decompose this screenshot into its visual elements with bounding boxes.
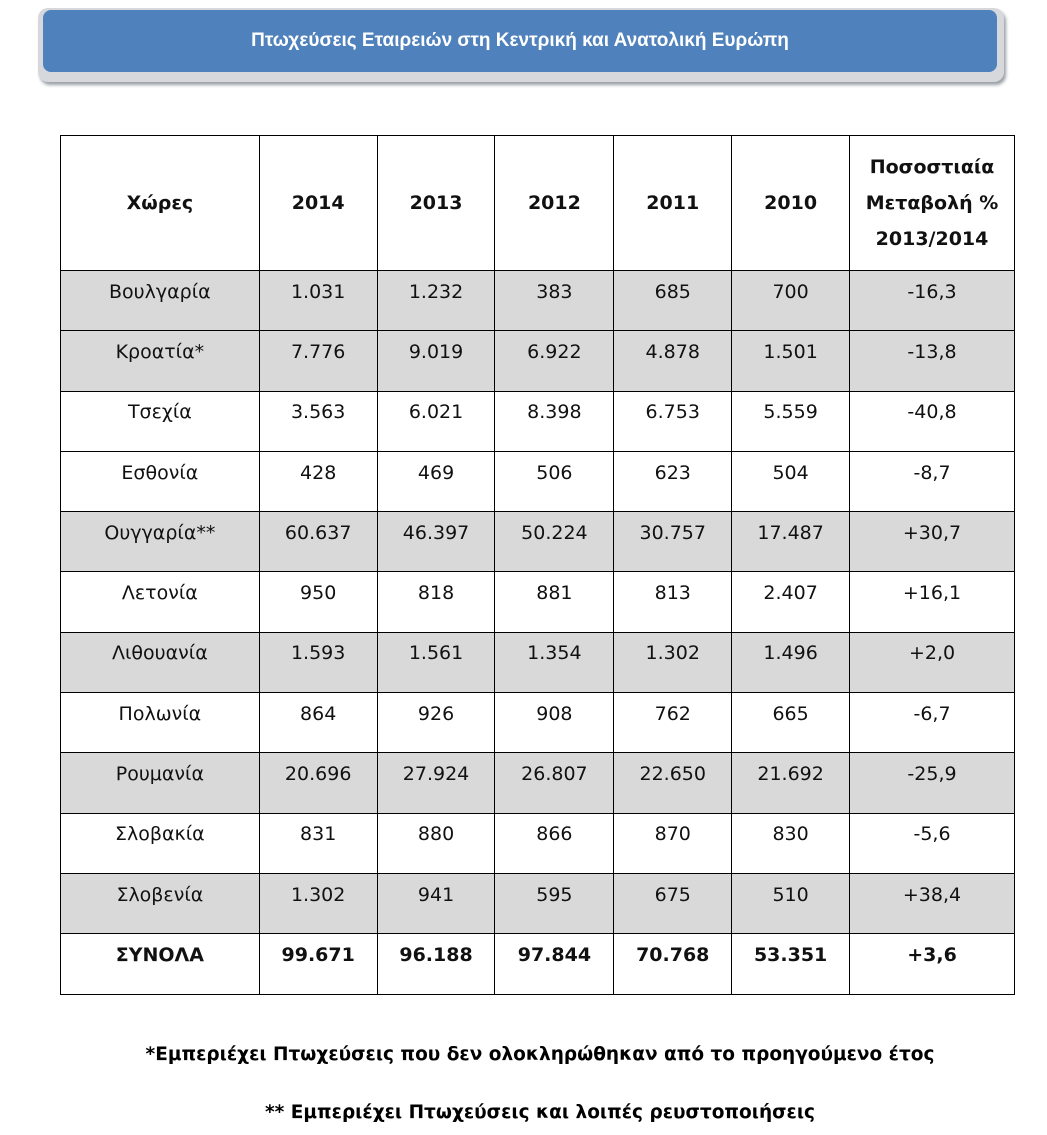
value-cell: -40,8 xyxy=(850,391,1015,451)
column-header: Ποσοστιαία Μεταβολή % 2013/2014 xyxy=(850,136,1015,271)
value-cell: 60.637 xyxy=(259,512,377,572)
value-cell: +2,0 xyxy=(850,632,1015,692)
value-cell: +30,7 xyxy=(850,512,1015,572)
table-row xyxy=(61,331,1015,391)
table-row xyxy=(61,813,1015,873)
column-header: 2010 xyxy=(732,136,850,271)
value-cell: 6.753 xyxy=(614,391,732,451)
value-cell: -16,3 xyxy=(850,271,1015,331)
value-cell: 1.496 xyxy=(732,632,850,692)
bankruptcy-table xyxy=(60,135,1015,995)
value-cell: 1.561 xyxy=(377,632,495,692)
value-cell: 3.563 xyxy=(259,391,377,451)
column-header: 2014 xyxy=(259,136,377,271)
value-cell: 1.302 xyxy=(614,632,732,692)
country-cell: Σλοβακία xyxy=(61,813,260,873)
table-row xyxy=(61,572,1015,632)
country-cell: Εσθονία xyxy=(61,451,260,511)
column-header: 2011 xyxy=(614,136,732,271)
table-row xyxy=(61,632,1015,692)
value-cell: 1.302 xyxy=(259,873,377,933)
table-row xyxy=(61,512,1015,572)
value-cell: 5.559 xyxy=(732,391,850,451)
value-cell: 383 xyxy=(495,271,614,331)
total-label: ΣΥΝΟΛΑ xyxy=(61,934,260,994)
value-cell: 813 xyxy=(614,572,732,632)
value-cell: 506 xyxy=(495,451,614,511)
page-title: Πτωχεύσεις Εταιρειών στη Κεντρική και Ανατολική Ευρώπη xyxy=(251,30,789,51)
value-cell: 1.501 xyxy=(732,331,850,391)
total-value: 99.671 xyxy=(259,934,377,994)
total-value: 70.768 xyxy=(614,934,732,994)
value-cell: 504 xyxy=(732,451,850,511)
value-cell: 22.650 xyxy=(614,753,732,813)
value-cell: 6.021 xyxy=(377,391,495,451)
value-cell: 469 xyxy=(377,451,495,511)
value-cell: 2.407 xyxy=(732,572,850,632)
value-cell: 762 xyxy=(614,693,732,753)
total-value: 53.351 xyxy=(732,934,850,994)
value-cell: 1.593 xyxy=(259,632,377,692)
country-cell: Λιθουανία xyxy=(61,632,260,692)
country-cell: Ουγγαρία** xyxy=(61,512,260,572)
table-row xyxy=(61,451,1015,511)
value-cell: 21.692 xyxy=(732,753,850,813)
value-cell: 926 xyxy=(377,693,495,753)
value-cell: 9.019 xyxy=(377,331,495,391)
value-cell: 1.232 xyxy=(377,271,495,331)
value-cell: 428 xyxy=(259,451,377,511)
value-cell: 17.487 xyxy=(732,512,850,572)
value-cell: -5,6 xyxy=(850,813,1015,873)
country-cell: Κροατία* xyxy=(61,331,260,391)
value-cell: 20.696 xyxy=(259,753,377,813)
country-cell: Πολωνία xyxy=(61,693,260,753)
value-cell: 595 xyxy=(495,873,614,933)
table-row xyxy=(61,391,1015,451)
table-row xyxy=(61,693,1015,753)
value-cell: +38,4 xyxy=(850,873,1015,933)
total-value: 96.188 xyxy=(377,934,495,994)
country-cell: Σλοβενία xyxy=(61,873,260,933)
country-cell: Τσεχία xyxy=(61,391,260,451)
country-cell: Ρουμανία xyxy=(61,753,260,813)
value-cell: 1.031 xyxy=(259,271,377,331)
value-cell: 864 xyxy=(259,693,377,753)
country-cell: Βουλγαρία xyxy=(61,271,260,331)
value-cell: 675 xyxy=(614,873,732,933)
value-cell: -8,7 xyxy=(850,451,1015,511)
value-cell: -13,8 xyxy=(850,331,1015,391)
column-header: Χώρες xyxy=(61,136,260,271)
value-cell: 6.922 xyxy=(495,331,614,391)
table-row xyxy=(61,873,1015,933)
value-cell: 831 xyxy=(259,813,377,873)
table-row xyxy=(61,753,1015,813)
value-cell: 27.924 xyxy=(377,753,495,813)
value-cell: 665 xyxy=(732,693,850,753)
value-cell: 50.224 xyxy=(495,512,614,572)
column-header: 2012 xyxy=(495,136,614,271)
value-cell: 1.354 xyxy=(495,632,614,692)
value-cell: 700 xyxy=(732,271,850,331)
total-value: 97.844 xyxy=(495,934,614,994)
value-cell: 870 xyxy=(614,813,732,873)
country-cell: Λετονία xyxy=(61,572,260,632)
value-cell: -6,7 xyxy=(850,693,1015,753)
value-cell: +16,1 xyxy=(850,572,1015,632)
value-cell: -25,9 xyxy=(850,753,1015,813)
value-cell: 623 xyxy=(614,451,732,511)
value-cell: 30.757 xyxy=(614,512,732,572)
value-cell: 46.397 xyxy=(377,512,495,572)
value-cell: 818 xyxy=(377,572,495,632)
value-cell: 510 xyxy=(732,873,850,933)
value-cell: 8.398 xyxy=(495,391,614,451)
value-cell: 866 xyxy=(495,813,614,873)
value-cell: 881 xyxy=(495,572,614,632)
footnote-1: *Εμπεριέχει Πτωχεύσεις που δεν ολοκληρώθηκαν από το προηγούμενο έτος xyxy=(145,1044,935,1065)
column-header: 2013 xyxy=(377,136,495,271)
value-cell: 908 xyxy=(495,693,614,753)
footnote-2: ** Εμπεριέχει Πτωχεύσεις και λοιπές ρευστοποιήσεις xyxy=(264,1102,816,1123)
value-cell: 830 xyxy=(732,813,850,873)
value-cell: 26.807 xyxy=(495,753,614,813)
value-cell: 685 xyxy=(614,271,732,331)
value-cell: 4.878 xyxy=(614,331,732,391)
value-cell: 7.776 xyxy=(259,331,377,391)
value-cell: 950 xyxy=(259,572,377,632)
total-value: +3,6 xyxy=(850,934,1015,994)
table-row xyxy=(61,271,1015,331)
value-cell: 880 xyxy=(377,813,495,873)
title-banner xyxy=(43,10,997,72)
value-cell: 941 xyxy=(377,873,495,933)
total-row xyxy=(61,934,1015,994)
